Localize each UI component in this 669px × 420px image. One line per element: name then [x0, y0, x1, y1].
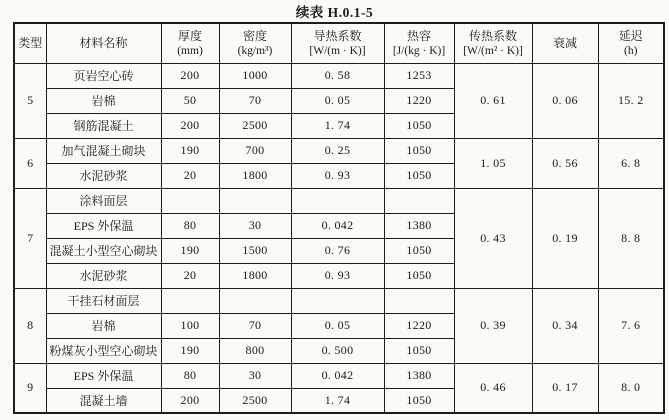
material-cell: 水泥砂浆 [46, 263, 161, 288]
heat-capacity-cell: 1050 [384, 163, 454, 188]
table-header [14, 23, 664, 63]
material-cell: 干挂石材面层 [46, 288, 161, 313]
heat-capacity-cell: 1050 [384, 113, 454, 138]
col-header-label: 热容 [406, 28, 431, 43]
heat-capacity-cell: 1050 [384, 238, 454, 263]
thickness-cell: 190 [161, 338, 219, 363]
col-header-unit: (mm) [177, 44, 203, 57]
heat-transfer-cell: 0. 39 [454, 288, 532, 363]
thickness-cell: 100 [161, 313, 219, 338]
col-header-unit: (h) [624, 44, 638, 57]
delay-cell: 15. 2 [598, 63, 664, 138]
material-cell: EPS 外保温 [46, 213, 161, 238]
col-header-attenuation [532, 23, 598, 63]
conductivity-cell: 0. 93 [291, 163, 384, 188]
type-cell: 5 [14, 63, 46, 138]
heat-capacity-cell: 1050 [384, 138, 454, 163]
heat-capacity-cell: 1380 [384, 363, 454, 388]
col-header-density [219, 23, 291, 63]
attenuation-cell: 0. 06 [532, 63, 598, 138]
delay-cell: 6. 8 [598, 138, 664, 188]
col-header-unit: (kg/m³) [237, 44, 273, 57]
attenuation-cell: 0. 19 [532, 188, 598, 288]
density-cell: 70 [219, 313, 291, 338]
density-cell: 2500 [219, 388, 291, 413]
delay-cell: 8. 8 [598, 188, 664, 288]
heat-capacity-cell: 1050 [384, 388, 454, 413]
density-cell [219, 288, 291, 313]
attenuation-cell: 0. 34 [532, 288, 598, 363]
thickness-cell: 80 [161, 363, 219, 388]
attenuation-cell: 0. 17 [532, 363, 598, 413]
type-cell: 9 [14, 363, 46, 413]
col-header-label: 材料名称 [79, 36, 128, 51]
col-header-unit: [W/(m² · K)] [463, 44, 523, 57]
conductivity-cell: 0. 25 [291, 138, 384, 163]
thickness-cell: 50 [161, 88, 219, 113]
table-row [14, 188, 664, 213]
density-cell: 30 [219, 363, 291, 388]
table-row [14, 363, 664, 388]
heat-capacity-cell: 1253 [384, 63, 454, 88]
page-title: 续表 H.0.1-5 [295, 5, 374, 20]
conductivity-cell: 1. 74 [291, 113, 384, 138]
material-cell: 粉煤灰小型空心砌块 [46, 338, 161, 363]
col-header-label: 传热系数 [468, 28, 517, 43]
thickness-cell: 20 [161, 163, 219, 188]
density-cell: 1500 [219, 238, 291, 263]
conductivity-cell: 0. 042 [291, 213, 384, 238]
table-row [14, 138, 664, 163]
density-cell: 2500 [219, 113, 291, 138]
header-row [14, 23, 664, 63]
material-cell: 水泥砂浆 [46, 163, 161, 188]
density-cell: 1800 [219, 163, 291, 188]
delay-cell: 8. 0 [598, 363, 664, 413]
table-body [14, 63, 664, 413]
heat-capacity-cell: 1380 [384, 213, 454, 238]
thickness-cell: 20 [161, 263, 219, 288]
col-header-conductivity [291, 23, 384, 63]
heat-capacity-cell: 1050 [384, 338, 454, 363]
conductivity-cell [291, 288, 384, 313]
heat-transfer-cell: 0. 43 [454, 188, 532, 288]
col-header-delay [598, 23, 664, 63]
heat-transfer-cell: 0. 61 [454, 63, 532, 138]
heat-transfer-cell: 1. 05 [454, 138, 532, 188]
heat-capacity-cell: 1050 [384, 263, 454, 288]
col-header-type [14, 23, 46, 63]
heat-capacity-cell [384, 288, 454, 313]
thickness-cell: 80 [161, 213, 219, 238]
thickness-cell: 190 [161, 238, 219, 263]
conductivity-cell: 0. 042 [291, 363, 384, 388]
col-header-label: 厚度 [177, 28, 202, 43]
density-cell: 70 [219, 88, 291, 113]
thickness-cell: 200 [161, 113, 219, 138]
density-cell [219, 188, 291, 213]
thickness-cell: 200 [161, 388, 219, 413]
heat-capacity-cell [384, 188, 454, 213]
type-cell: 8 [14, 288, 46, 363]
col-header-unit: [W/(m · K)] [309, 44, 366, 57]
heat-transfer-cell: 0. 46 [454, 363, 532, 413]
material-cell: 涂料面层 [46, 188, 161, 213]
density-cell: 1800 [219, 263, 291, 288]
thickness-cell [161, 188, 219, 213]
conductivity-cell: 0. 500 [291, 338, 384, 363]
col-header-label: 延迟 [618, 28, 643, 43]
conductivity-cell: 0. 93 [291, 263, 384, 288]
material-cell: 岩棉 [46, 313, 161, 338]
thickness-cell [161, 288, 219, 313]
col-header-heat-transfer [454, 23, 532, 63]
heat-capacity-cell: 1220 [384, 88, 454, 113]
density-cell: 700 [219, 138, 291, 163]
attenuation-cell: 0. 56 [532, 138, 598, 188]
density-cell: 30 [219, 213, 291, 238]
material-cell: 钢筋混凝土 [46, 113, 161, 138]
delay-cell: 7. 6 [598, 288, 664, 363]
conductivity-cell: 0. 05 [291, 88, 384, 113]
col-header-thickness [161, 23, 219, 63]
material-cell: 混凝土小型空心砌块 [46, 238, 161, 263]
heat-capacity-cell: 1220 [384, 313, 454, 338]
density-cell: 800 [219, 338, 291, 363]
material-cell: 岩棉 [46, 88, 161, 113]
conductivity-cell: 1. 74 [291, 388, 384, 413]
material-cell: 混凝土墙 [46, 388, 161, 413]
table-row [14, 288, 664, 313]
col-header-label: 密度 [242, 28, 267, 43]
material-cell: 加气混凝土砌块 [46, 138, 161, 163]
conductivity-cell: 0. 76 [291, 238, 384, 263]
material-cell: 页岩空心砖 [46, 63, 161, 88]
conductivity-cell: 0. 58 [291, 63, 384, 88]
col-header-material [46, 23, 161, 63]
col-header-label: 类型 [18, 36, 43, 51]
col-header-unit: [J/(kg · K)] [392, 44, 446, 57]
conductivity-cell: 0. 05 [291, 313, 384, 338]
col-header-heat-capacity [384, 23, 454, 63]
material-cell: EPS 外保温 [46, 363, 161, 388]
col-header-label: 导热系数 [313, 28, 362, 43]
conductivity-cell [291, 188, 384, 213]
thickness-cell: 190 [161, 138, 219, 163]
col-header-label: 衰减 [552, 36, 577, 51]
type-cell: 6 [14, 138, 46, 188]
thickness-cell: 200 [161, 63, 219, 88]
density-cell: 1000 [219, 63, 291, 88]
material-properties-table [13, 22, 665, 414]
type-cell: 7 [14, 188, 46, 288]
table-row [14, 63, 664, 88]
